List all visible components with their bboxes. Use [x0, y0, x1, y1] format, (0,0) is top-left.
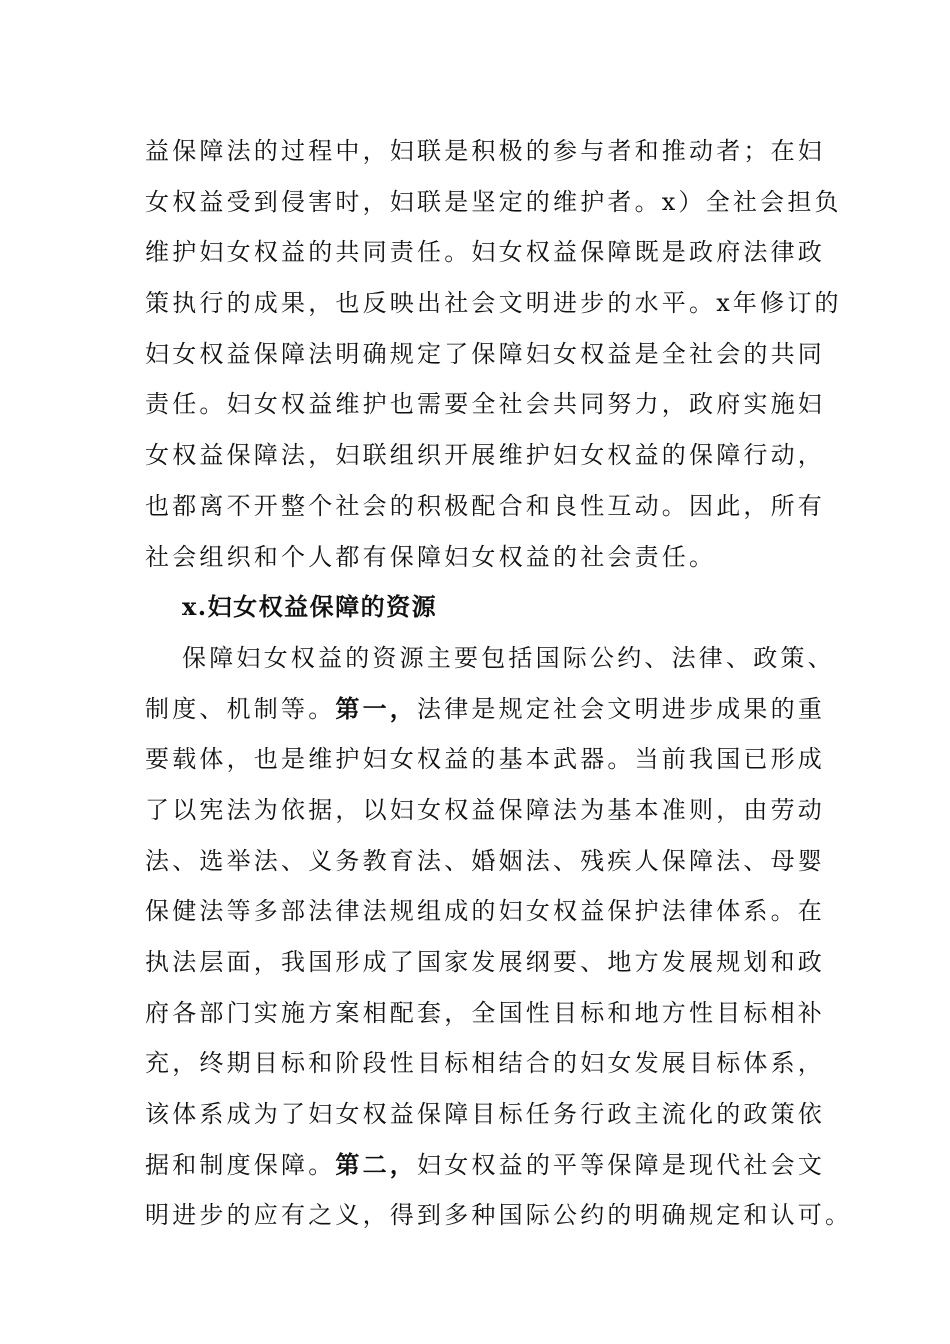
text-line: 策执行的成果，也反映出社会文明进步的水平。x年修订的 — [145, 289, 842, 318]
text-line: 充，终期目标和阶段性目标相结合的妇女发展目标体系， — [145, 1049, 825, 1078]
document-body — [145, 126, 853, 1241]
text-line: 法、选举法、义务教育法、婚姻法、残疾人保障法、母婴 — [145, 846, 825, 875]
text-run: 据和制度保障。 — [145, 1150, 336, 1179]
text-line: 了以宪法为依据，以妇女权益保障法为基本准则，由劳动 — [145, 795, 825, 824]
text-line: 女权益受到侵害时，妇联是坚定的维护者。x）全社会担负 — [145, 187, 842, 216]
text-line: 该体系成为了妇女权益保障目标任务行政主流化的政策依 — [145, 1100, 825, 1129]
text-line: 保健法等多部法律法规组成的妇女权益保护法律体系。在 — [145, 897, 825, 926]
text-line — [145, 1140, 826, 1191]
text-line: 妇女权益保障法明确规定了保障妇女权益是全社会的共同 — [145, 339, 825, 368]
text-line: 府各部门实施方案相配套，全国性目标和地方性目标相补 — [145, 998, 825, 1027]
text-run: 法律是规定社会文明进步成果的重 — [417, 694, 826, 723]
text-line: 保障妇女权益的资源主要包括国际公约、法律、政策、 — [182, 643, 835, 672]
text-line: 执法层面，我国形成了国家发展纲要、地方发展规划和政 — [145, 948, 825, 976]
text-run: 制度、机制等。 — [145, 694, 336, 723]
text-line: 益保障法的过程中，妇联是积极的参与者和推动者；在妇 — [145, 137, 825, 165]
text-run: 妇女权益的平等保障是现代社会文 — [417, 1150, 826, 1179]
bold-marker-first: 第一， — [335, 693, 418, 723]
text-line — [145, 684, 826, 735]
paragraph-2 — [145, 633, 853, 1241]
text-line: 明进步的应有之义，得到多种国际公约的明确规定和认可。 — [145, 1201, 853, 1230]
text-line: 维护妇女权益的共同责任。妇女权益保障既是政府法律政 — [145, 238, 825, 267]
text-line: 女权益保障法，妇联组织开展维护妇女权益的保障行动， — [145, 441, 825, 470]
text-line: 要载体，也是维护妇女权益的基本武器。当前我国已形成 — [145, 745, 825, 774]
text-line: 也都离不开整个社会的积极配合和良性互动。因此，所有 — [145, 491, 825, 520]
text-line: 社会组织和个人都有保障妇女权益的社会责任。 — [145, 542, 717, 571]
section-heading: x.妇女权益保障的资源 — [182, 592, 438, 622]
text-line: 责任。妇女权益维护也需要全社会共同努力，政府实施妇 — [145, 390, 825, 419]
paragraph-1 — [145, 126, 842, 582]
bold-marker-second: 第二， — [335, 1149, 418, 1179]
